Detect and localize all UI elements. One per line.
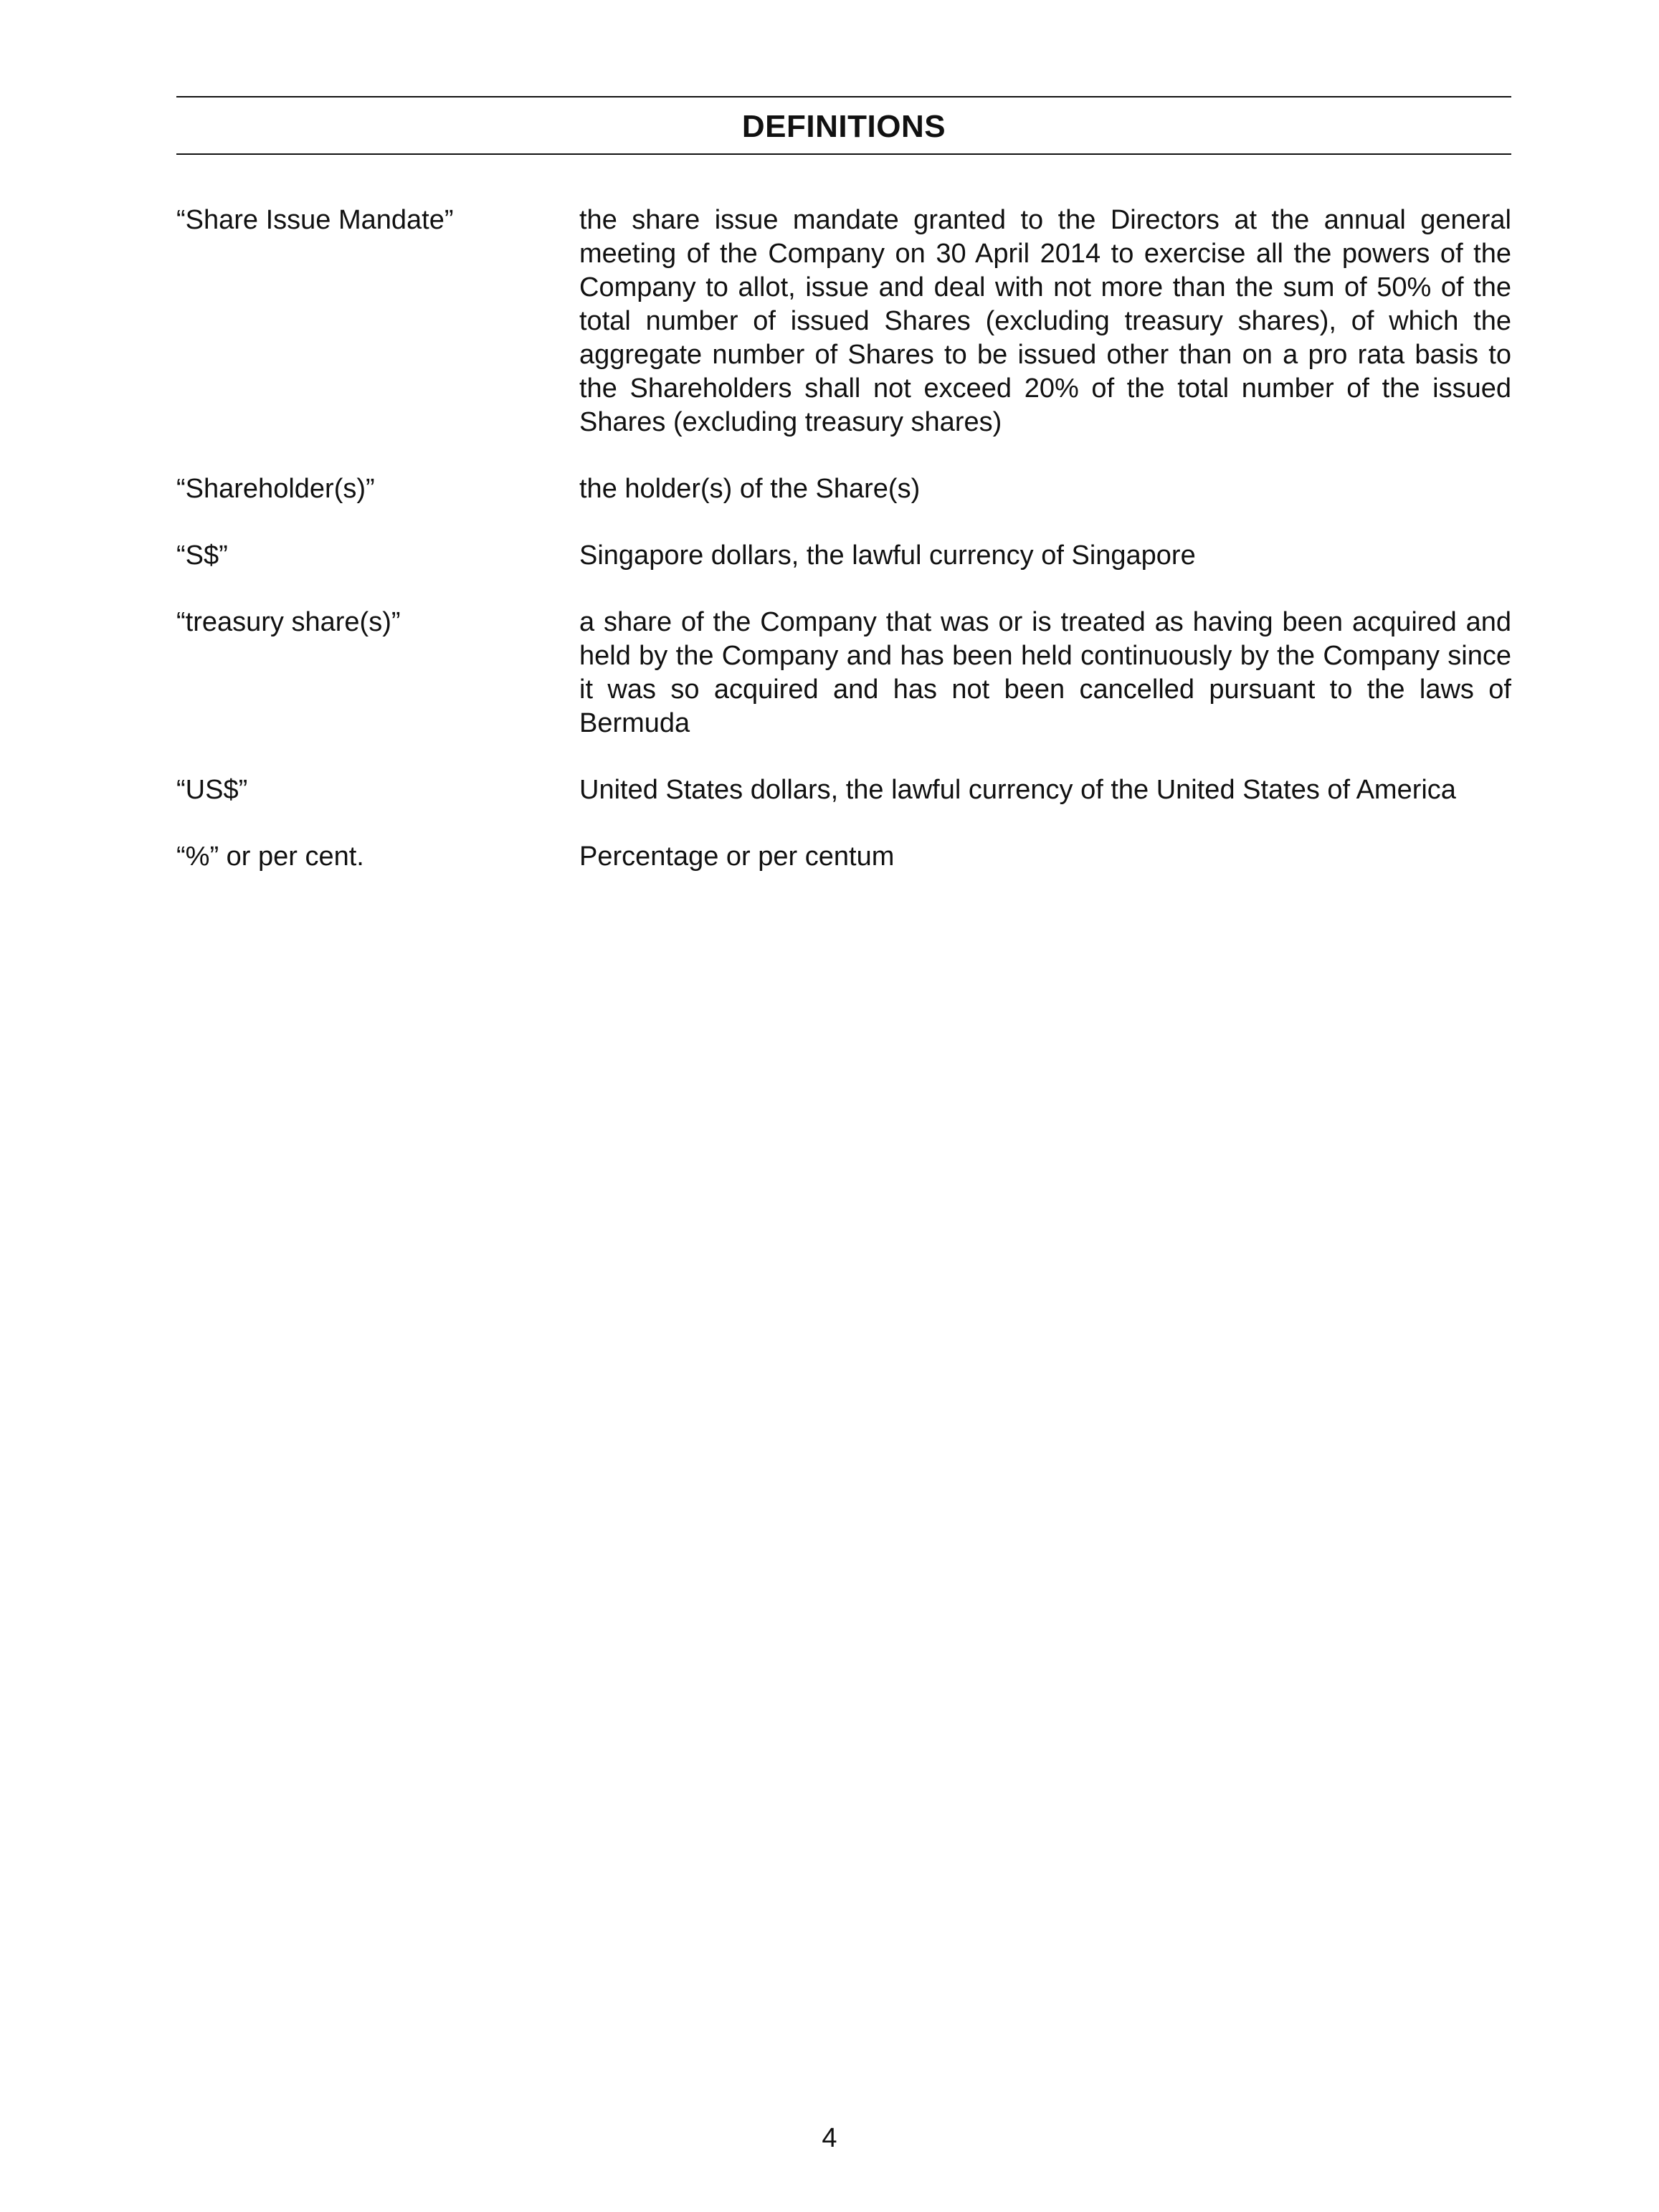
definition-term: “Share Issue Mandate”	[176, 205, 454, 235]
definition-term: “%” or per cent.	[176, 842, 364, 872]
definition-row-singapore-dollars	[176, 539, 1511, 573]
definition-text: Percentage or per centum	[579, 842, 895, 872]
definition-term: “Shareholder(s)”	[176, 474, 375, 504]
header-top-rule	[176, 96, 1511, 97]
definition-text: the holder(s) of the Share(s)	[579, 474, 921, 504]
header-bottom-rule	[176, 153, 1511, 155]
definition-row-us-dollars	[176, 773, 1511, 807]
definition-text: a share of the Company that was or is treated as having been acquired and held by the Company and has been held continuously by the Company since it was so acquired and has not been cancelled pursuant to the laws of Bermuda	[579, 607, 1511, 738]
definition-text: Singapore dollars, the lawful currency of Singapore	[579, 540, 1196, 571]
page-number: 4	[822, 2123, 837, 2153]
definition-row-share-issue-mandate	[176, 204, 1511, 439]
definition-row-treasury-shares	[176, 606, 1511, 740]
definition-text: United States dollars, the lawful currency of the United States of America	[579, 775, 1456, 805]
definition-term: “treasury share(s)”	[176, 607, 401, 637]
definition-term: “US$”	[176, 775, 248, 805]
definition-term: “S$”	[176, 540, 228, 571]
definition-row-percent	[176, 840, 1511, 874]
definition-text: the share issue mandate granted to the Directors at the annual general meeting of the Company on 30 April 2014 to exercise all the powers of the Company to allot, issue and deal with not more than the sum of 50% of the total number of issued Shares (excluding treasury shares), of which the aggregate number of Shares to be issued other than on a pro rata basis to the Shareholders shall not exceed 20% of the total number of the issued Shares (excluding treasury shares)	[579, 205, 1511, 437]
definitions-list	[176, 204, 1511, 907]
definition-row-shareholders	[176, 472, 1511, 506]
page-title: DEFINITIONS	[741, 109, 946, 144]
